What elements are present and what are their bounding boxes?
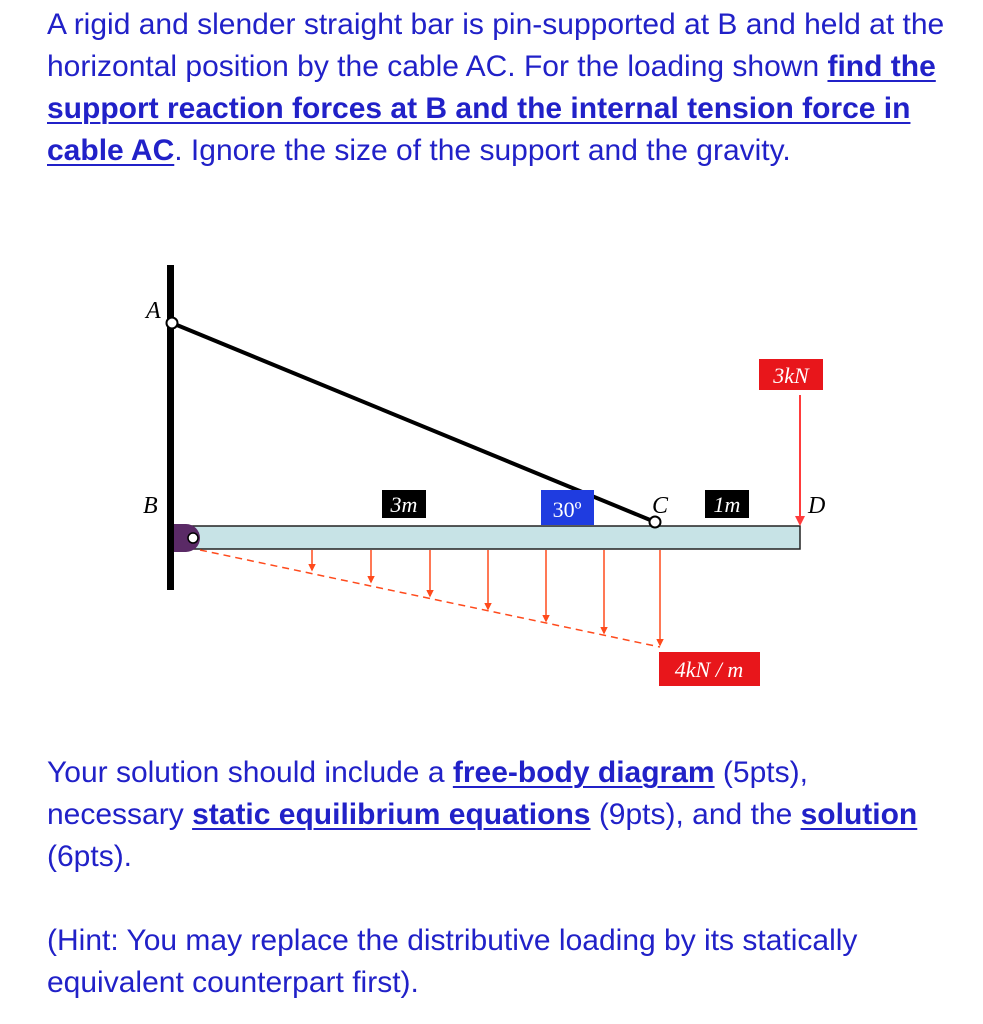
instructions-text-2: (5pts), necessary — [47, 756, 808, 831]
angle-label: 30º — [552, 497, 582, 522]
solution-link: solution — [800, 798, 918, 831]
label-d: D — [808, 493, 826, 519]
dist-load-arrows — [312, 550, 660, 645]
hint: (Hint: You may replace the distributive loading by its statically equivalent counterpart first). — [47, 924, 858, 999]
problem-text-2: . Ignore the size of the support and the gravity. — [174, 134, 791, 167]
len-bc-label: 3m — [390, 492, 418, 517]
len-cd-label: 1m — [713, 492, 741, 517]
pin-b — [188, 533, 198, 543]
bar — [186, 526, 800, 549]
instructions-text-4: (6pts). — [47, 840, 133, 873]
dist-load-label: 4kN / m — [674, 657, 744, 682]
equations-link: static equilibrium equations — [192, 798, 591, 831]
instructions-text-1: Your solution should include a — [47, 756, 453, 789]
problem-task-link: find the support reaction forces at B and the internal tension force in cable AC — [47, 50, 936, 167]
instructions-text-3: (9pts), and the — [590, 798, 801, 831]
wall — [167, 265, 174, 590]
joint-a — [167, 318, 178, 329]
label-a: A — [146, 298, 161, 324]
label-b: B — [143, 493, 158, 519]
label-c: C — [652, 493, 669, 519]
point-load-label: 3kN — [773, 363, 809, 388]
problem-text-1: A rigid and slender straight bar is pin-supported at B and held at the horizontal position by the cable AC. For the loading shown — [47, 8, 945, 83]
fbd-link: free-body diagram — [452, 756, 715, 789]
instructions — [47, 752, 947, 878]
